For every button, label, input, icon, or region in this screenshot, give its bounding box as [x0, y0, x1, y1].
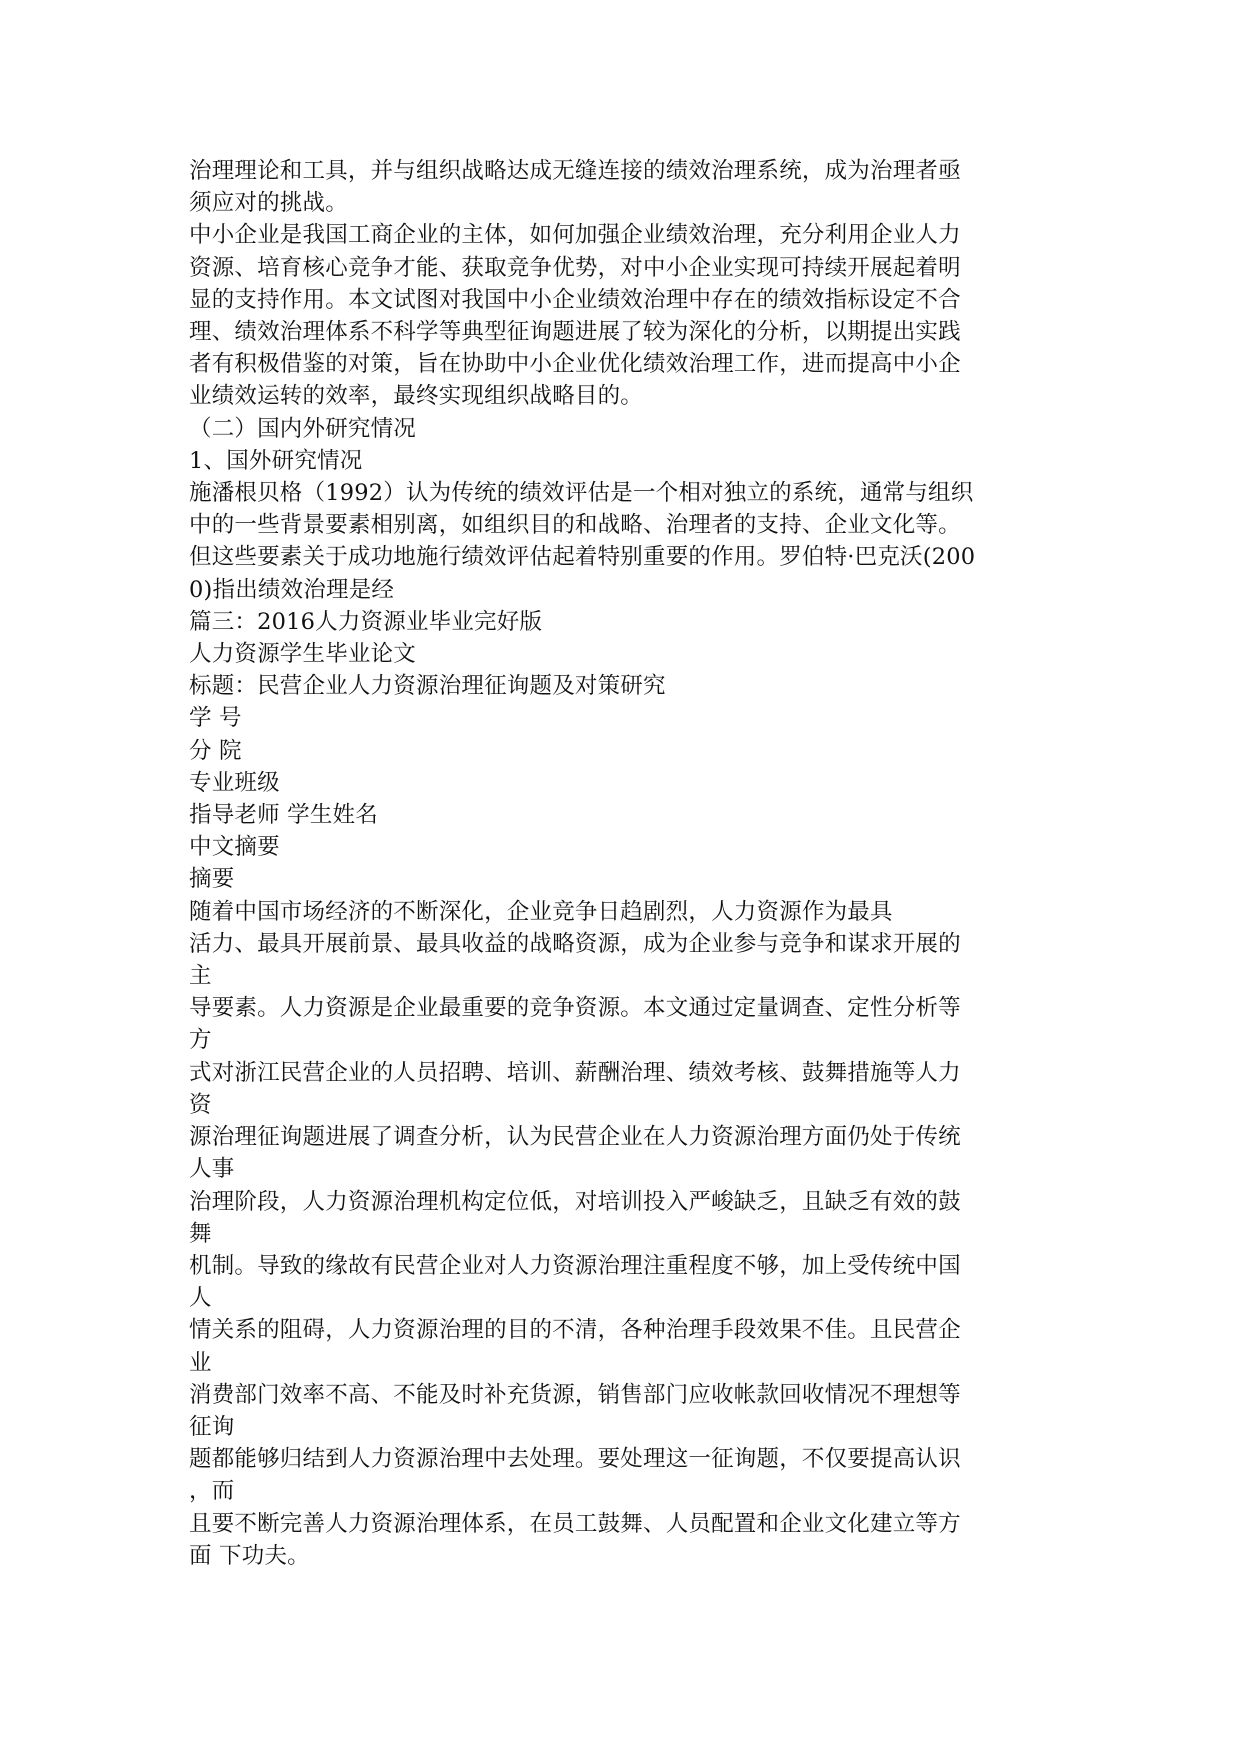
advisor-student-label: 指导老师 学生姓名: [189, 802, 378, 829]
text-line: 式对浙江民营企业的人员招聘、培训、薪酬治理、绩效考核、鼓舞措施等人力: [189, 1059, 961, 1086]
text-line: 施潘根贝格（1992）认为传统的绩效评估是一个相对独立的系统，通常与组织: [189, 480, 974, 507]
text-line: 消费部门效率不高、不能及时补充货源，销售部门应收帐款回收情况不理想等: [189, 1381, 961, 1408]
text-line: 资源、培育核心竞争才能、获取竞争优势，对中小企业实现可持续开展起着明: [189, 254, 961, 281]
text-line: 题都能够归结到人力资源治理中去处理。要处理这一征询题，不仅要提高认识: [189, 1446, 961, 1473]
text-line: 征询: [189, 1413, 235, 1440]
document-body: [189, 155, 1051, 1572]
thesis-title: 标题：民营企业人力资源治理征询题及对策研究: [189, 673, 666, 700]
class-label: 专业班级: [189, 769, 280, 796]
subsection-heading: 1、国外研究情况: [189, 447, 363, 474]
text-line: ，而: [189, 1478, 235, 1505]
text-line: 治理理论和工具，并与组织战略达成无缝连接的绩效治理系统，成为治理者亟: [189, 158, 961, 184]
text-line: 人: [189, 1285, 212, 1312]
text-line: 人事: [189, 1156, 235, 1183]
text-line: 方: [189, 1027, 212, 1054]
text-line: 机制。导致的缘故有民营企业对人力资源治理注重程度不够，加上受传统中国: [189, 1252, 961, 1279]
section-heading: （二）国内外研究情况: [189, 415, 417, 442]
text-line: 业绩效运转的效率，最终实现组织战略目的。: [189, 383, 644, 410]
student-id-label: 学 号: [189, 705, 242, 732]
text-line: 治理阶段，人力资源治理机构定位低，对培训投入严峻缺乏，且缺乏有效的鼓: [189, 1188, 961, 1215]
text-line: 主: [189, 963, 212, 990]
text-line: 面 下功夫。: [189, 1542, 310, 1569]
text-line: 资: [189, 1091, 212, 1118]
chapter-heading: 篇三：2016人力资源业毕业完好版: [189, 608, 543, 635]
abstract-heading: 摘要: [189, 866, 235, 893]
text-line: 导要素。人力资源是企业最重要的竞争资源。本文通过定量调查、定性分析等: [189, 995, 961, 1022]
text-line: 源治理征询题进展了调查分析，认为民营企业在人力资源治理方面仍处于传统: [189, 1124, 961, 1151]
text-line: 但这些要素关于成功地施行绩效评估起着特别重要的作用。罗伯特·巴克沃(200: [189, 544, 976, 571]
text-line: 活力、最具开展前景、最具收益的战略资源，成为企业参与竞争和谋求开展的: [189, 930, 961, 957]
text-line: 情关系的阻碍，人力资源治理的目的不清，各种治理手段效果不佳。且民营企: [189, 1317, 961, 1344]
college-label: 分 院: [189, 737, 242, 764]
text-line: 者有积极借鉴的对策，旨在协助中小企业优化绩效治理工作，进而提高中小企: [189, 351, 961, 378]
text-line: 显的支持作用。本文试图对我国中小企业绩效治理中存在的绩效指标设定不合: [189, 286, 961, 313]
text-line: 0)指出绩效治理是经: [189, 576, 395, 603]
text-line: 须应对的挑战。: [189, 190, 348, 217]
text-line: 理、绩效治理体系不科学等典型征询题进展了较为深化的分析，以期提出实践: [189, 319, 961, 346]
chinese-abstract-heading: 中文摘要: [189, 834, 280, 861]
text-line: 且要不断完善人力资源治理体系，在员工鼓舞、人员配置和企业文化建立等方: [189, 1510, 961, 1537]
text-line: 中的一些背景要素相别离，如组织目的和战略、治理者的支持、企业文化等。: [189, 512, 961, 539]
text-line: 舞: [189, 1220, 212, 1247]
text-line: 随着中国市场经济的不断深化，企业竞争日趋剧烈，人力资源作为最具: [189, 898, 893, 925]
text-line: 业: [189, 1349, 212, 1376]
thesis-type-label: 人力资源学生毕业论文: [189, 641, 417, 668]
text-line: 中小企业是我国工商企业的主体，如何加强企业绩效治理，充分利用企业人力: [189, 222, 961, 249]
